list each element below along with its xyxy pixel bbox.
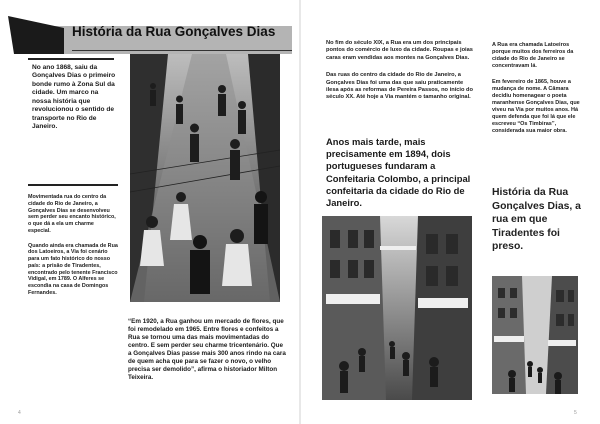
photo-street-arcade [322,216,472,400]
page-title: História da Rua Gonçalves Dias [72,24,276,39]
title-underline [72,50,292,51]
right-sidebar-paragraph-2: Em fevereiro de 1865, houve a mudança de nome. A Câmara decidiu homenagear o poeta maranhense Gonçalves Dias, que viveu na Via por muitos anos. Há quem defenda que foi lá que ele escreveu “Os Timbiras”, considerada sua maior obra. [492,79,580,135]
right-sidebar-text [492,42,580,144]
photo-street-crowd [130,54,280,302]
right-paragraph-1: No fim do século XIX, a Rua era um dos principais pontos do comércio de luxo da cidade. Roupas e joias caras eram vendidas aos montes na Gonçalves Dias. [326,40,473,61]
photo-street-view [492,276,578,394]
sidebar-text [28,194,118,305]
page-number-right: 5 [574,410,577,416]
title-wing-graphic [8,14,64,54]
right-column-text [326,40,476,112]
lede-bar [28,58,114,60]
photo-caption-quote: “Em 1920, a Rua ganhou um mercado de flores, que foi remodelado em 1965. Entre flores e confeitos a Rua se tornou uma das mais movimentadas do centro. E sem perder seu charme tricentenário. Que a Gonçalves Dias passe mais 300 anos rindo na cara de quem acha que para se fazer o novo, o velho precisa ser demolido”, afirma o historiador Milton Teixeira. [128,318,286,382]
page-number-left: 4 [18,410,21,416]
sidebar-bar [28,184,118,186]
right-paragraph-2: Das ruas do centro da cidade do Rio de Janeiro, a Gonçalves Dias foi uma das que saiu praticamente ilesa após as reformas de Pereira Passos, no início do século XX. Até hoje a Via mantém o tamanho original. [326,72,473,101]
sidebar-paragraph-1: Movimentada rua do centro da cidade do Rio de Janeiro, a Gonçalves Dias se desenvolveu sem perder seu encanto histórico, o que dá a ela um charme especial. [28,194,116,234]
lede-text: No ano 1868, saiu da Gonçalves Dias o primeiro bonde rumo à Zona Sul da cidade. Um marco na nossa história que revolucionou o sentido de transporte no Rio de Janeiro. [32,64,116,131]
highlight-paragraph: Anos mais tarde, mais precisamente em 1894, dois portugueses fundaram a Confeitaria Colombo, a principal confeitaria da cidade do Rio de Janeiro. [326,136,471,209]
pull-quote: História da Rua Gonçalves Dias, a rua em que Tiradentes foi preso. [492,187,581,253]
right-sidebar-paragraph-1: A Rua era chamada Latoeiros porque muitos dos ferreiros da cidade do Rio de Janeiro se concentravam lá. [492,42,574,70]
sidebar-paragraph-2: Quando ainda era chamada de Rua dos Latoeiros, a Via foi cenário para um fato histórico do nosso país: a prisão de Tiradentes, encontrado pelo tenente Francisco Vidigal, em 1789. O Alferes se escondia na casa de Domingos Fernandes. [28,242,118,296]
